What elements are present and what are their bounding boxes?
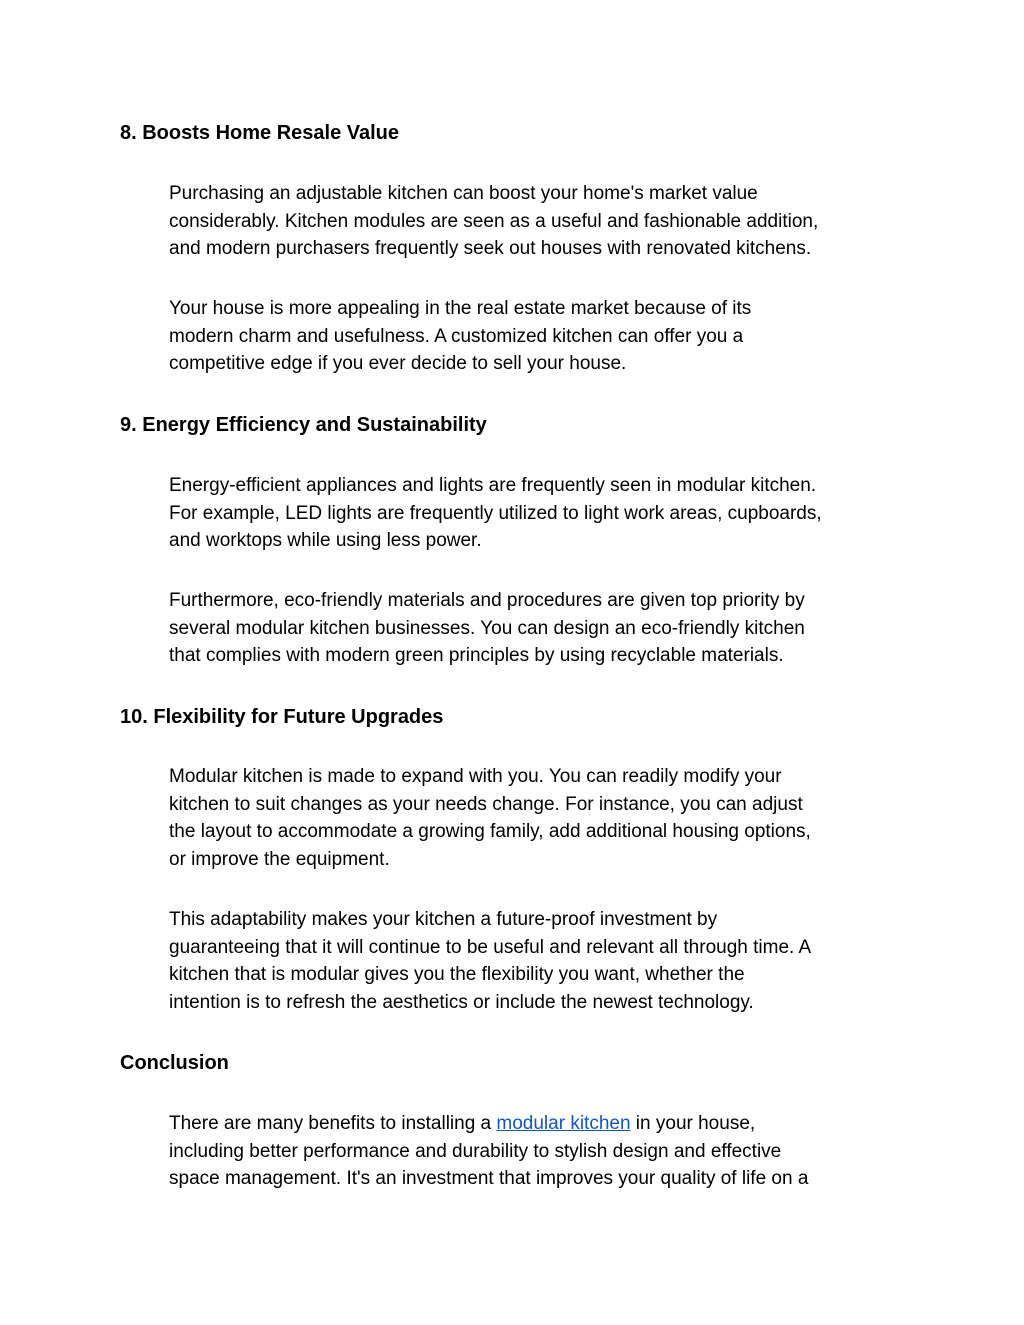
heading-energy-efficiency: 9. Energy Efficiency and Sustainability <box>120 414 487 436</box>
paragraph-line: modern charm and usefulness. A customized kitchen can offer you a <box>169 325 744 347</box>
paragraph-line: intention is to refresh the aesthetics or include the newest technology. <box>169 992 754 1014</box>
paragraph-line: and worktops while using less power. <box>169 530 482 552</box>
paragraph-line: Your house is more appealing in the real estate market because of its <box>169 298 752 319</box>
paragraph <box>169 180 869 263</box>
paragraph-line: considerably. Kitchen modules are seen as a useful and fashionable addition, <box>169 210 819 232</box>
paragraph-line: kitchen to suit changes as your needs change. For instance, you can adjust <box>169 793 803 815</box>
paragraph-conclusion <box>169 1110 869 1193</box>
heading-flexibility-future-upgrades: 10. Flexibility for Future Upgrades <box>120 706 444 728</box>
heading-conclusion: Conclusion <box>120 1052 229 1074</box>
paragraph <box>169 763 869 874</box>
paragraph-line: several modular kitchen businesses. You can design an eco-friendly kitchen <box>169 617 805 639</box>
paragraph-line <box>169 1110 869 1138</box>
text-fragment: There are many benefits to installing a <box>169 1113 497 1134</box>
paragraph-line: or improve the equipment. <box>169 849 390 871</box>
paragraph-line: For example, LED lights are frequently utilized to light work areas, cupboards, <box>169 502 822 524</box>
paragraph-line: kitchen that is modular gives you the flexibility you want, whether the <box>169 964 745 986</box>
paragraph <box>169 906 869 1017</box>
paragraph <box>169 587 869 670</box>
paragraph-line: Purchasing an adjustable kitchen can boost your home's market value <box>169 183 758 204</box>
paragraph-line: the layout to accommodate a growing family, add additional housing options, <box>169 821 811 843</box>
paragraph-line: guaranteeing that it will continue to be useful and relevant all through time. A <box>169 936 812 958</box>
paragraph-line: space management. It's an investment that improves your quality of life on a <box>169 1168 809 1190</box>
text-fragment: in your house, <box>630 1113 756 1134</box>
paragraph-line: including better performance and durability to stylish design and effective <box>169 1140 782 1162</box>
paragraph-line: This adaptability makes your kitchen a future-proof investment by <box>169 909 718 930</box>
paragraph-line: Modular kitchen is made to expand with you. You can readily modify your <box>169 766 782 787</box>
paragraph <box>169 295 869 378</box>
paragraph-line: and modern purchasers frequently seek out houses with renovated kitchens. <box>169 238 812 260</box>
modular-kitchen-link[interactable]: modular kitchen <box>496 1113 631 1134</box>
paragraph-line: competitive edge if you ever decide to sell your house. <box>169 353 627 375</box>
paragraph-line: Furthermore, eco-friendly materials and procedures are given top priority by <box>169 590 805 611</box>
paragraph-line: that complies with modern green principles by using recyclable materials. <box>169 645 784 667</box>
heading-boosts-home-resale-value: 8. Boosts Home Resale Value <box>120 122 400 144</box>
paragraph <box>169 472 869 555</box>
paragraph-line: Energy-efficient appliances and lights are frequently seen in modular kitchen. <box>169 475 817 496</box>
